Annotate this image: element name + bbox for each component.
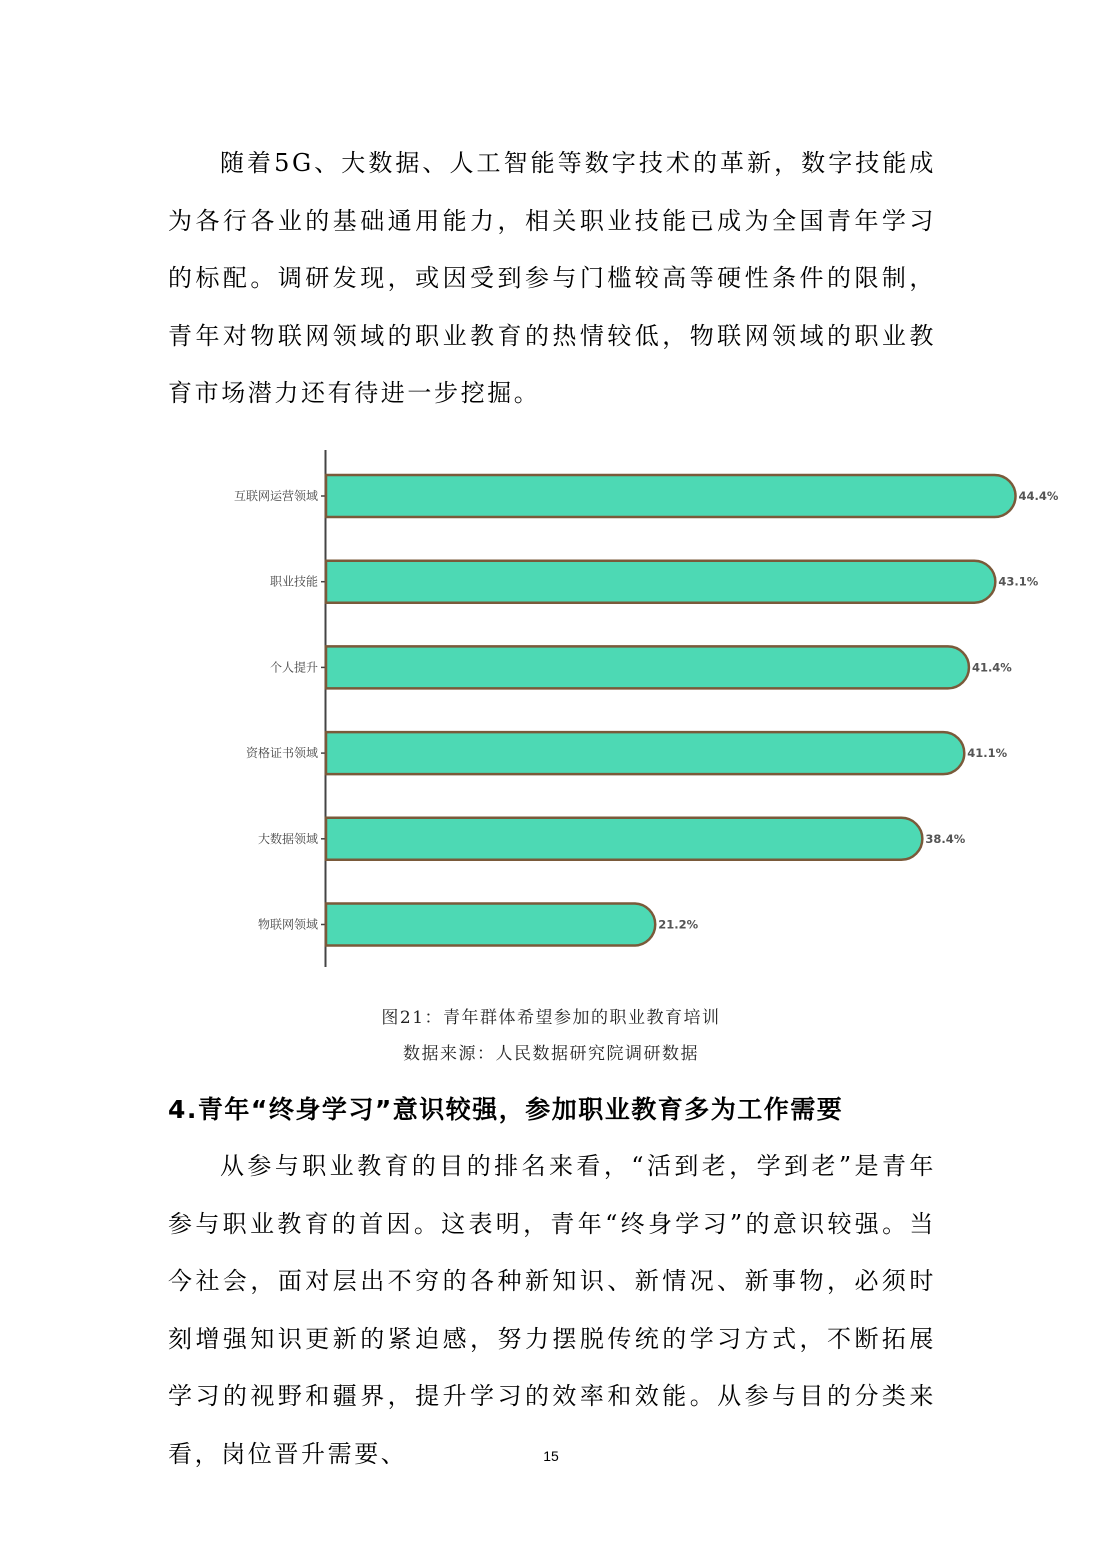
figure-caption: 图21：青年群体希望参加的职业教育培训 (381, 1008, 721, 1028)
category-label: 个人提升 (269, 660, 318, 675)
section-heading: 4.青年“终身学习”意识较强，参加职业教育多为工作需要 (168, 1095, 844, 1124)
bar (326, 904, 655, 946)
category-label: 职业技能 (269, 574, 318, 589)
vocational-training-bar-chart (200, 450, 1059, 980)
value-label: 41.4% (971, 660, 1012, 675)
category-label: 大数据领域 (257, 831, 318, 846)
category-label: 物联网领域 (257, 917, 318, 932)
page-number: 15 (543, 1448, 559, 1464)
value-label: 41.1% (967, 746, 1008, 761)
category-label: 资格证书领域 (245, 746, 318, 761)
bar (326, 732, 964, 774)
paragraph-digital-skills: 随着5G、大数据、人工智能等数字技术的革新，数字技能成为各行各业的基础通用能力，相关职业技能已成为全国青年学习的标配。调研发现，或因受到参与门槛较高等硬性条件的限制，青年对物联网领域的职业教育的热情较低，物联网领域的职业教育市场潜力还有待进一步挖掘。 (168, 149, 936, 407)
value-label: 43.1% (998, 574, 1039, 589)
value-label: 21.2% (658, 917, 699, 932)
bar (326, 818, 922, 860)
value-label: 38.4% (925, 831, 966, 846)
paragraph-lifelong-learning: 从参与职业教育的目的排名来看，“活到老，学到老”是青年参与职业教育的首因。这表明，青年“终身学习”的意识较强。当今社会，面对层出不穷的各种新知识、新情况、新事物，必须时刻增强知识更新的紧迫感，努力摆脱传统的学习方式，不断拓展学习的视野和疆界，提升学习的效率和效能。从参与目的分类来看，岗位晋升需要、 (168, 1152, 936, 1468)
value-label: 44.4% (1018, 489, 1059, 503)
bar (326, 561, 995, 603)
figure-source: 数据来源：人民数据研究院调研数据 (403, 1044, 699, 1064)
bar (326, 475, 1016, 517)
bar (326, 646, 969, 688)
category-label: 互联网运营领域 (233, 489, 318, 503)
